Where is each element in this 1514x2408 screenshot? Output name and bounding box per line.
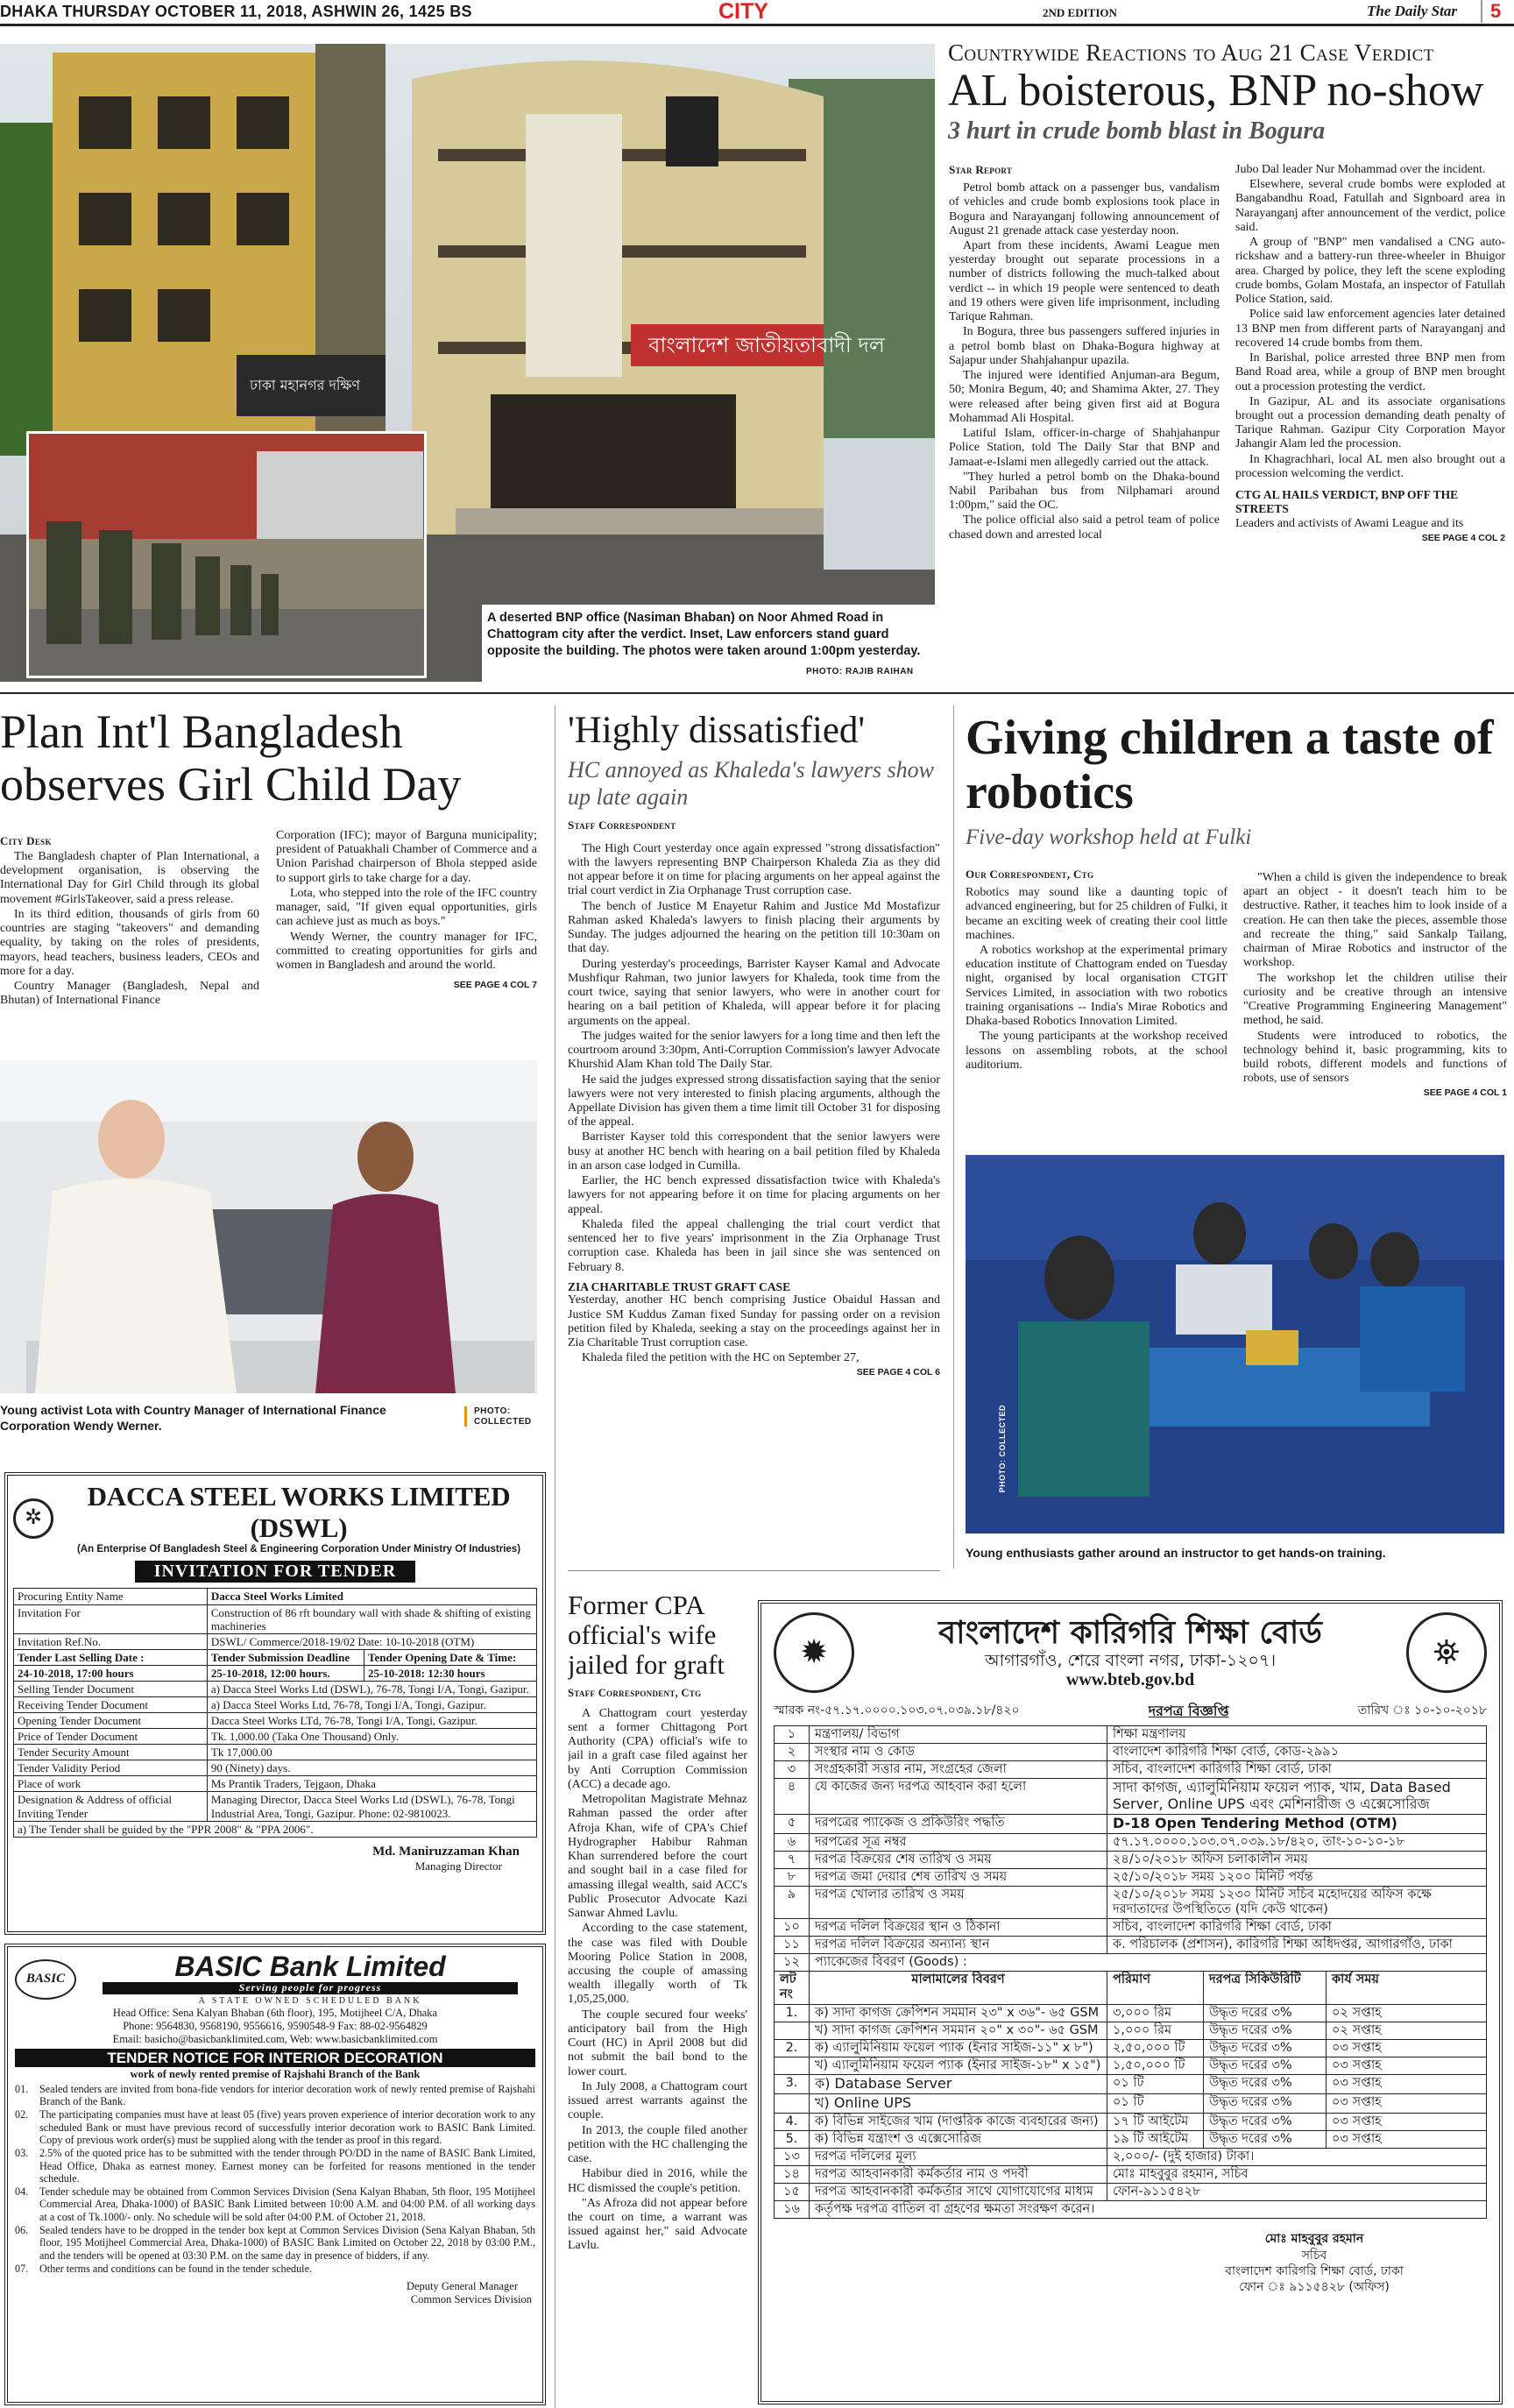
bteb-signature xyxy=(1142,2231,1487,2295)
divider xyxy=(0,692,1514,694)
story1-tail: Leaders and activists of Awami League and its xyxy=(1235,517,1464,531)
story5-para: In 2013, the couple filed another petition with the HC challenging the case. xyxy=(568,2123,747,2166)
story5-para: The couple secured four weeks' anticipatory bail from the High Court (HC) in April 2008 but did not submit the bail bond to the lower court. xyxy=(568,2008,747,2079)
basic-email: Email: basicho@basicbanklimited.com, Web: www.basicbanklimited.com xyxy=(112,2032,438,2045)
bteb-signer-phone: ফোন ঃ ৯১১৫৪২৮ (অফিস) xyxy=(1239,2280,1390,2294)
table-row: 5. ক) বিভিন্ন যন্ত্রাংশ ও এক্সেসোরিজ ১৯ টি আইটেম উদ্ধৃত দরের ৩% ০৩ সপ্তাহ xyxy=(775,2130,1487,2148)
story3-byline: Staff Correspondent xyxy=(568,818,676,832)
page-header xyxy=(0,0,1514,26)
story4-credit: PHOTO: COLLECTED xyxy=(997,1405,1007,1493)
list-item: 04. Tender schedule may be obtained from Common Services Division (Sena Kalyan Bhaban, 5th floor, 195 Motijheel Commercial Area, Dhaka-1000) of BASIC Bank Limited between 10:00 A.M. and 04:00 P.M. of all working days at a cost of Tk.1000/- only. No schedule will be sold after 04:00 P.M. of October 21, 2018. xyxy=(15,2185,535,2224)
table-row: a) The Tender shall be guided by the "PPR 2008" & "PPA 2006". xyxy=(14,1821,537,1837)
story2-caption: Young activist Lota with Country Manager of International Finance Corporation Wendy Werner. xyxy=(0,1403,386,1434)
basic-tagline: Serving people for progress xyxy=(103,1982,518,1994)
photo1-caption: A deserted BNP office (Nasiman Bhaban) on Noor Ahmed Road in Chattogram city after the verdict. Inset, Law enforcers stand guard opposite the building. The photos were taken around 1:00pm yesterday. xyxy=(487,611,921,658)
table-row: 3. ক) Database Server ০১ টি উদ্ধৃত দরের ৩% ০৩ সপ্তাহ xyxy=(775,2075,1487,2094)
basic-signer: Deputy General Manager xyxy=(406,2280,518,2293)
basic-banner: TENDER NOTICE FOR INTERIOR DECORATION xyxy=(15,2049,535,2068)
basic-office: Head Office: Sena Kalyan Bhaban (6th floor), 195, Motijheel C/A, Dhaka xyxy=(112,2006,438,2019)
story2-headline: Plan Int'l Bangladesh observes Girl Child Day xyxy=(0,705,462,811)
table-row: ৬ দরপত্রের সূত্র নম্বর ৫৭.১৭.০০০০.১০৩.০৭.০৩৯.১৮/৪২০, তাং-১০-১০-১৮ xyxy=(775,1833,1487,1851)
story1-kicker: Countrywide Reactions to Aug 21 Case Verdict xyxy=(948,40,1434,66)
story2-col2 xyxy=(276,829,537,991)
story3-subhead: HC annoyed as Khaleda's lawyers show up late again xyxy=(568,757,934,811)
table-row: ১৩ দরপত্র দলিলের মূল্য ২,০০০/- (দুই হাজার) টাকা। xyxy=(775,2149,1487,2166)
table-row: Tender Security Amount Tk 17,000.00 xyxy=(14,1745,537,1760)
table-row: ৩ সংগ্রহকারী সত্তার নাম, সংগ্রহের জেলা সচিব, বাংলাদেশ কারিগরি শিক্ষা বোর্ড, ঢাকা xyxy=(775,1760,1487,1778)
girls-day-graphic xyxy=(0,1060,537,1393)
table-row: ১১ দরপত্র দলিল বিক্রয়ের অন্যান্য স্থান ক. পরিচালক (প্রশাসন), কারিগরি শিক্ষা অধিদপ্তর, আগারগাঁও, ঢাকা xyxy=(775,1937,1487,1954)
bteb-logo-right-icon: ⛯ xyxy=(1406,1612,1487,1693)
inset-photo xyxy=(26,431,427,678)
story5-para: "As Afroza did not appear before the court on time, a warrant was issued against her," said Advocate Lavlu. xyxy=(568,2196,747,2253)
story4-col2 xyxy=(1243,871,1507,1098)
table-row: খ) এ্যালুমিনিয়াম ফয়েল প্যাক (ইনার সাইজ-১৮" x ১৫") ১,৫০,০০০ টি উদ্ধৃত দরের ৩% ০৩ সপ্তাহ xyxy=(775,2057,1487,2074)
bteb-web[interactable]: www.bteb.gov.bd xyxy=(1065,1670,1195,1690)
sign-bnp: বাংলাদেশ জাতীয়তাবাদী দল xyxy=(648,333,885,358)
table-row: ৮ দরপত্র জমা দেয়ার শেষ তারিখ ও সময় ২৫/১০/২০১৮ সময় ১২০০ মিনিট পর্যন্ত xyxy=(775,1868,1487,1886)
story-cpa-wife xyxy=(568,1590,747,2405)
table-row: ২ সংস্থার নাম ও কোড বাংলাদেশ কারিগরি শিক্ষা বোর্ড, কোড-২৯৯১ xyxy=(775,1743,1487,1760)
story3-para: Earlier, the HC bench expressed dissatisfaction twice with Khaleda's lawyers for not appearing before it on time for placing arguments on her appeal. xyxy=(568,1174,940,1216)
story1-para: In Gazipur, AL and its associate organisations brought out a procession demanding death penalty of Tarique Rahman. Gazipur City Corporation Mayor Jahangir Alam led the procession. xyxy=(1235,394,1505,451)
story2-credit: PHOTO: COLLECTED xyxy=(464,1406,534,1427)
story-highly-dissatisfied xyxy=(568,710,940,1564)
basic-phone: Phone: 9564830, 9568190, 9556616, 9590548-9 Fax: 88-02-9564829 xyxy=(123,2019,428,2032)
story4-para: The workshop let the children utilise their curiosity and be creative through an intensive "Creative Programming Engineering Management" method, he said. xyxy=(1243,971,1507,1028)
ad-dswl xyxy=(4,1472,546,1935)
bteb-signer-title: সচিব xyxy=(1301,2248,1327,2263)
dswl-title: DACCA STEEL WORKS LIMITED (DSWL) xyxy=(87,1481,511,1543)
table-row: খ) Online UPS ০১ টি উদ্ধৃত দরের ৩% ০৩ সপ্তাহ xyxy=(775,2093,1487,2113)
story3-headline: 'Highly dissatisfied' xyxy=(568,710,866,751)
story2-para: Lota, who stepped into the role of the IFC country manager, said, "If given equal opportunities, girls can achieve just as much as boys." xyxy=(276,886,537,929)
list-item: 01. Sealed tenders are invited from bona-fide vendors for interior decoration work of newly rented premise of Rajshahi Branch of the Bank. xyxy=(15,2082,535,2108)
story1-headline: AL boisterous, BNP no-show xyxy=(948,65,1484,116)
bteb-memo: স্মারক নং-৫৭.১৭.০০০০.১০৩.০৭.০৩৯.১৮/৪২০ xyxy=(774,1703,1020,1717)
story-plan-intl xyxy=(0,705,543,1073)
story1-para: Latiful Islam, officer-in-charge of Shahjahanpur Police Station, told The Daily Star that BNP and Jamaat-e-Islami men allegedly carried out the attack. xyxy=(949,427,1220,469)
list-item: 03. 2.5% of the quoted price has to be submitted with the tender through PO/DD in the name of BASIC Bank Limited, Head Office, Dhaka as earnest money. Earnest money can be forfeited for reasons mentioned in the tender schedule. xyxy=(15,2146,535,2185)
sign-dhaka: ঢাকা মহানগর দক্ষিণ xyxy=(250,377,361,393)
basic-signer2: Common Services Division xyxy=(410,2292,532,2305)
story4-caption: Young enthusiasts gather around an instructor to get hands-on training. xyxy=(966,1546,1386,1560)
table-row: ৭ দরপত্র বিক্রয়ের শেষ তারিখ ও সময় ২৪/১০/২০১৮ অফিস চলাকালীন সময় xyxy=(775,1851,1487,1868)
story3-jump[interactable]: SEE PAGE 4 COL 6 xyxy=(856,1366,940,1378)
table-row: 24-10-2018, 17:00 hours 25-10-2018, 12:00 hours. 25-10-2018: 12:30 hours xyxy=(14,1665,537,1681)
story1-para: In Bogura, three bus passengers suffered injuries in a petrol bomb blast on Dhaka-Bogura highway at Sajapur under Shahjahanpur upazila. xyxy=(949,325,1220,367)
story5-para: According to the case statement, the case was filed with Double Mooring Police Station in 2008, accusing the couple of amassing wealth illegally worth of Tk 1,05,25,000. xyxy=(568,1922,747,2007)
dateline: DHAKA THURSDAY OCTOBER 11, 2018, ASHWIN 26, 1425 BS xyxy=(0,3,472,20)
ad-bteb xyxy=(758,1600,1503,2404)
section-label: CITY xyxy=(718,0,768,24)
bteb-signer: মোঃ মাহবুবুর রহমান xyxy=(1264,2232,1364,2247)
story4-jump[interactable]: SEE PAGE 4 COL 1 xyxy=(1423,1087,1507,1098)
ad-basic-bank xyxy=(4,1944,546,2405)
story1-para: Jubo Dal leader Nur Mohammad over the incident. xyxy=(1235,163,1486,176)
story1-para: Police said law enforcement agencies later detained 13 BNP men from different parts of Narayanganj and recovered 14 crude bombs from them. xyxy=(1235,308,1505,350)
table-row: Invitation Ref.No. DSWL/ Commerce/2018-19/02 Date: 10-10-2018 (OTM) xyxy=(14,1633,537,1649)
table-row: ১৪ দরপত্র আহবানকারী কর্মকর্তার নাম ও পদবী মোঃ মাহবুবুর রহমান, সচিব xyxy=(775,2166,1487,2184)
story3-para: Khaleda filed the appeal challenging the trial court verdict that sentenced her to five years' imprisonment in the Zia Orphanage Trust corruption case. Khaleda has been in jail since she was sentenced on February 8. xyxy=(568,1217,940,1274)
column-rule xyxy=(953,705,954,1569)
story3-subhead2: ZIA CHARITABLE TRUST GRAFT CASE xyxy=(568,1279,791,1293)
story5-byline: Staff Correspondent, Ctg xyxy=(568,1687,702,1700)
story3-para: Yesterday, another HC bench comprising Justice Obaidul Hassan and Justice SM Kuddus Zaman fixed Sunday for passing order on a revision petition filed by Khaleda, seeking a stay on the proceedings against her in Zia Charitable Trust corruption case. xyxy=(568,1293,940,1350)
story1-para: "They hurled a petrol bomb on the Dhaka-bound Nabil Paribahan bus from Nilphamari around 1:00pm," said the OC. xyxy=(949,470,1220,513)
table-row: 2. ক) এ্যালুমিনিয়াম ফয়েল প্যাক (ইনার সাইজ-১১" x ৮") ২,৫০,০০০ টি উদ্ধৃত দরের ৩% ০৩ সপ্তাহ xyxy=(775,2039,1487,2057)
masthead-logo: The Daily Star xyxy=(1367,3,1457,19)
story5-para: A Chattogram court yesterday sent a former Chittagong Port Authority (CPA) official's wife to jail in a graft case filed against her by Anti Corruption Commission (ACC) a decade ago. xyxy=(568,1706,747,1791)
story2-para: In its third edition, thousands of girls from 60 countries are staging "takeovers" and demanding equality, by taking on the roles of presidents, mayors, head teachers, business leaders, CEOs and more for a day. xyxy=(0,907,259,978)
bteb-table xyxy=(774,1725,1487,2220)
story1-para: In Khagrachhari, local AL men also brought out a procession welcoming the verdict. xyxy=(1235,452,1505,480)
story3-body xyxy=(568,842,940,1366)
table-row: Receiving Tender Document a) Dacca Steel Works Ltd, 76-78, Tongi I/A, Tongi, Gazipur. xyxy=(14,1696,537,1712)
list-item: 02. The participating companies must have at least 05 (five) years proven experience of interior decoration work to any scheduled Bank or must have previous record of successfully interior decoration work to BASIC Bank Limited. Copy of previous work order(s) must be supplied along with the tender as proof in this regard. xyxy=(15,2108,535,2147)
story1-para: A group of "BNP" men vandalised a CNG auto-rickshaw and a battery-run three-wheeler in Bhuigor area. Charged by police, they left the scene exploding crude bombs, Golam Mostafa, an inspector of Fatullah Police Station, said. xyxy=(1235,236,1505,307)
top-photo xyxy=(0,44,935,682)
story5-para: In July 2008, a Chattogram court issued arrest warrants against the couple. xyxy=(568,2079,747,2122)
story3-para: Barrister Kayser told this correspondent that the senior lawyers were busy at another HC bench with hearing on a bail petition filed by Khaleda in an arson case lodged in Cumilla. xyxy=(568,1130,940,1172)
story2-byline: City Desk xyxy=(0,833,52,847)
table-row: ১০ দরপত্র দলিল বিক্রয়ের স্থান ও ঠিকানা সচিব, বাংলাদেশ কারিগরি শিক্ষা বোর্ড, ঢাকা xyxy=(775,1919,1487,1937)
story-robotics xyxy=(966,712,1514,1150)
table-row: ১ মন্ত্রণালয়/ বিভাগ শিক্ষা মন্ত্রণালয় xyxy=(775,1725,1487,1743)
story1-jump[interactable]: SEE PAGE 4 COL 2 xyxy=(1421,532,1505,543)
list-item: 06. Sealed tenders have to be dropped in the tender box kept at Common Services Division (Sena Kalyan Bhaban, 5th floor, 195 Motijheel Commercial Area, Dhaka-1000) of BASIC Bank Limited on October 22, 2018 by 03:00 P.M., and the tenders will be opened at 03:30 P.M. on the same day in presence of bidders, if any. xyxy=(15,2223,535,2263)
table-row: ৯ দরপত্র খোলার তারিখ ও সময় ২৫/১০/২০১৮ সময় ১২৩০ মিনিট সচিব মহোদয়ের অফিস কক্ষে দরদাতাদের উপস্থিতিতে (যদি কেউ থাকেন) xyxy=(775,1886,1487,1918)
story2-para: The Bangladesh chapter of Plan International, a development organisation, is observing the International Day for Girl Child through its global movement #GirlsTakeover, said a press release. xyxy=(0,850,259,906)
story4-para: Robotics may sound like a daunting topic of advanced engineering, but for 25 children of Fulki, it became an exciting week of creating their cool little machines. xyxy=(966,886,1227,942)
dswl-signer: Md. Maniruzzaman Khan xyxy=(372,1844,520,1859)
story1-para: The injured were identified Anjuman-ara Begum, 50; Monira Begum, 40; and Shamima Akter, 27. They were released after being given first aid at Bogura Mohammad Ali Hospital. xyxy=(949,369,1220,425)
table-row: Place of work Ms Prantik Traders, Tejgaon, Dhaka xyxy=(14,1776,537,1792)
story1-subhead2: CTG AL HAILS VERDICT, BNP OFF THE STREETS xyxy=(1235,488,1459,515)
story3-para: The bench of Justice M Enayetur Rahim and Justice Md Mostafizur Rahman asked Khaleda's lawyers to finish placing their arguments by Sunday. The judges adjourned the hearing on the petition till 10:30am on that day. xyxy=(568,899,940,956)
story1-col2 xyxy=(1235,163,1505,543)
table-row: 1. ক) সাদা কাগজ ক্রেপিশন সমমান ২৩" x ৩৬"- ৬৫ GSM ৩,০০০ রিম উদ্ধৃত দরের ৩% ০২ সপ্তাহ xyxy=(775,2004,1487,2022)
story4-para: "When a child is given the independence to break apart an object - it doesn't teach him to be destructive. Rather, it teaches him to look inside of a creation. He can then take the pieces, assemble those and recreate the thing," said Sankalp Tailang, chairman of Mirae Robotics and instructor of the workshop. xyxy=(1243,871,1507,970)
story1-para: Apart from these incidents, Awami League men yesterday brought out separate processions in a number of districts following the much-talked about verdict -- in which 19 people were sentenced to death and 19 others were given life imprisonment, including Tarique Rahman. xyxy=(949,239,1220,324)
bteb-date: তারিখ ঃ ১০-১০-২০১৮ xyxy=(1357,1703,1487,1717)
story5-para: Metropolitan Magistrate Mehnaz Rahman passed the order after Afroja Khan, wife of CPA's Chief Hydrographer Habibur Rahman Khan surrendered before the court and sought bail in a case filed for amassing illegal wealth, said ACC's Public Prosecutor Advocate Kazi Sanwar Ahmed Lavlu. xyxy=(568,1793,747,1921)
divider xyxy=(568,1570,940,1571)
story4-para: A robotics workshop at the experimental primary education institute of Chattogram ended on Tuesday night, organised by local organisation CTGIT Services Limited, in association with two robotics training organisations -- India's Mirae Robotics and Dhaka-based Robotics Innovation Limited. xyxy=(966,944,1227,1029)
story1-subhead: 3 hurt in crude bomb blast in Bogura xyxy=(948,117,1326,145)
table-row: ১৬ কর্তৃপক্ষ দরপত্র বাতিল বা গ্রহণের ক্ষমতা সংরক্ষণ করেন। xyxy=(775,2201,1487,2219)
story2-para: Wendy Werner, the country manager for IFC, committed to creating opportunities for girls and women in Bangladesh and around the world. xyxy=(276,930,537,973)
table-row: Designation & Address of official Inviting Tender Managing Director, Dacca Steel Works Ltd (DSWL), 76-78, Tongi Industrial Area, Tongi, Gazipur. Phone: 02-9810023. xyxy=(14,1792,537,1821)
story1-para: Elsewhere, several crude bombs were exploded at Bangabandhu Road, Fatullah and Signboard area in Narayanganj after announcement of the verdict, police said. xyxy=(1235,178,1505,234)
basic-logo: BASIC xyxy=(15,1959,76,2000)
table-row: ১৫ দরপত্র আহবানকারী কর্মকর্তার সাথে যোগাযোগের মাধ্যম ফোন-৯১১৫৪২৮ xyxy=(775,2184,1487,2201)
story4-para: Students were introduced to robotics, the technology behind it, basic programming, kits to build robots, different models and functions of robots, use of sensors xyxy=(1243,1029,1507,1086)
story2-col1 xyxy=(0,850,259,1009)
story4-byline: Our Correspondent, Ctg xyxy=(966,868,1094,881)
story1-col1 xyxy=(949,163,1220,543)
edition-label: 2ND EDITION xyxy=(1043,6,1117,19)
story4-headline: Giving children a taste of robotics xyxy=(966,712,1494,819)
story3-para: Khaleda filed the petition with the HC on September 27, xyxy=(582,1351,860,1365)
story2-para: Corporation (IFC); mayor of Barguna municipality; president of Patuakhali Chamber of Commerce and a Union Parishad chairperson of Bhola stepped aside to support girls to take charge for a day. xyxy=(276,829,537,885)
story5-para: Habibur died in 2016, while the HC dismissed the couple's petition. xyxy=(568,2167,747,2195)
bteb-address: আগারগাঁও, শেরে বাংলা নগর, ঢাকা-১২০৭। xyxy=(984,1651,1277,1671)
robotics-graphic xyxy=(966,1155,1504,1533)
table-row: লট নং মালামালের বিবরণ পরিমাণ দরপত্র সিকিউরিটি কার্য সময় xyxy=(775,1972,1487,2004)
story3-para: He said the judges expressed strong dissatisfaction saying that the senior lawyers were not very interested to finish placing arguments, although the Appellate Division has given them a time limit till October 31 for disposing of the appeal. xyxy=(568,1073,940,1130)
story1-para: Petrol bomb attack on a passenger bus, vandalism of vehicles and crude bomb explosions took place in Bogura and Narayanganj following announcement of August 21 grenade attack case yesterday noon. xyxy=(949,181,1220,237)
table-row: Tender Validity Period 90 (Ninety) days. xyxy=(14,1760,537,1776)
bteb-logo-left-icon: ✹ xyxy=(774,1612,854,1693)
dswl-signer-title: Managing Director xyxy=(414,1859,502,1873)
table-row: ৫ দরপত্রের প্যাকেজ ও প্রকিউরিং পদ্ধতি D-18 Open Tendering Method (OTM) xyxy=(775,1814,1487,1833)
story3-para: During yesterday's proceedings, Barrister Kayser Kamal and Advocate Mushfiqur Rahman, two junior lawyers for Khaleda, took time from the court twice, saying that senior lawyers, who were in another court for hearing on a bail petition of Khaleda, will appear before it for placing arguments on the appeal. xyxy=(568,957,940,1028)
story1-para: In Barishal, police arrested three BNP men from Band Road area, while a group of BNP men brought out a procession protesting the verdict. xyxy=(1235,351,1505,393)
table-row: 4. ক) বিভিন্ন সাইজের খাম (দাপ্তরিক কাজে ব্যবহারের জন্য) ১৭ টি আইটেম উদ্ধৃত দরের ৩% ০৩ সপ্তাহ xyxy=(775,2113,1487,2130)
basic-kind: A STATE OWNED SCHEDULED BANK xyxy=(198,1995,422,2006)
story1-byline: Star Report xyxy=(949,163,1013,176)
table-row: Procuring Entity Name Dacca Steel Works Limited xyxy=(14,1589,537,1604)
story2-jump[interactable]: SEE PAGE 4 COL 7 xyxy=(453,980,537,991)
page-number: 5 xyxy=(1481,0,1501,23)
story5-headline: Former CPA official's wife jailed for graft xyxy=(568,1590,725,1681)
bteb-title: বাংলাদেশ কারিগরি শিক্ষা বোর্ড xyxy=(938,1614,1322,1651)
photo1-credit: PHOTO: RAJIB RAIHAN xyxy=(806,667,914,676)
dswl-logo-icon: ✲ xyxy=(13,1498,53,1539)
story-al-bnp xyxy=(948,40,1514,680)
story3-para: The High Court yesterday once again expressed "strong dissatisfaction" with the lawyers representing BNP Chairperson Khaleda Zia as they did not appear before it on time for placing arguments on her appeal against the trial court verdict in Zia Orphanage Trust corruption case. xyxy=(568,841,940,898)
table-row: ১২ প্যাকেজের বিবরণ (Goods) : xyxy=(775,1954,1487,1972)
table-row: খ) সাদা কাগজ ক্রেপিশন সমমান ২০" x ৩০"- ৬৫ GSM ১,০০০ রিম উদ্ধৃত দরের ৩% ০২ সপ্তাহ xyxy=(775,2022,1487,2039)
table-row: Invitation For Construction of 86 rft boundary wall with shade & shifting of existing machineries xyxy=(14,1604,537,1633)
story4-subhead: Five-day workshop held at Fulki xyxy=(966,825,1252,850)
bteb-notice: দরপত্র বিজ্ঞপ্তি xyxy=(1148,1703,1229,1719)
basic-sub: work of newly rented premise of Rajshahi Branch of the Bank xyxy=(130,2068,421,2081)
story4-photo xyxy=(966,1155,1504,1533)
story5-body xyxy=(568,1707,747,2254)
table-row: ৪ যে কাজের জন্য দরপত্র আহবান করা হলো সাদা কাগজ, এ্যালুমিনিয়াম ফয়েল প্যাক, খাম, Data Based Server, Online UPS এবং মেশিনারীজ ও এক্সেসোরিজ xyxy=(775,1778,1487,1814)
list-item: 07. Other terms and conditions can be found in the tender schedule. xyxy=(15,2262,313,2275)
dswl-table xyxy=(13,1588,537,1837)
basic-items xyxy=(15,2083,535,2276)
story2-photo xyxy=(0,1060,537,1393)
story1-para: The police official also said a petrol team of police chased down and arrested local xyxy=(949,513,1220,542)
dswl-banner: INVITATION FOR TENDER xyxy=(135,1561,415,1583)
story2-para: Country Manager (Bangladesh, Nepal and Bhutan) of International Finance xyxy=(0,980,259,1008)
story4-col1 xyxy=(966,868,1227,1073)
basic-title: BASIC Bank Limited xyxy=(174,1951,446,1982)
story3-para: The judges waited for the senior lawyers for a long time and then left the courtroom around 3:30pm, Anti-Corruption Commission's lawyer Advocate Khurshid Alam Khan told The Daily Star. xyxy=(568,1029,940,1072)
table-row: Price of Tender Document Tk. 1,000.00 (Taka One Thousand) Only. xyxy=(14,1729,537,1745)
table-row: Opening Tender Document Dacca Steel Works LTd, 76-78, Tongi I/A, Tongi, Gazipur. xyxy=(14,1713,537,1729)
table-row: Selling Tender Document a) Dacca Steel Works Ltd (DSWL), 76-78, Tongi I/A, Tongi, Gazipur. xyxy=(14,1681,537,1696)
dswl-subtitle: (An Enterprise Of Bangladesh Steel & Engineering Corporation Under Ministry Of Industries) xyxy=(76,1543,521,1555)
story4-para: The young participants at the workshop received lessons on assembling robots, at the school auditorium. xyxy=(966,1030,1227,1072)
police-inset-graphic xyxy=(29,434,424,676)
bteb-signer-org: বাংলাদেশ কারিগরি শিক্ষা বোর্ড, ঢাকা xyxy=(1225,2263,1404,2278)
table-row: Tender Last Selling Date : Tender Submission Deadline Tender Opening Date & Time: xyxy=(14,1649,537,1665)
